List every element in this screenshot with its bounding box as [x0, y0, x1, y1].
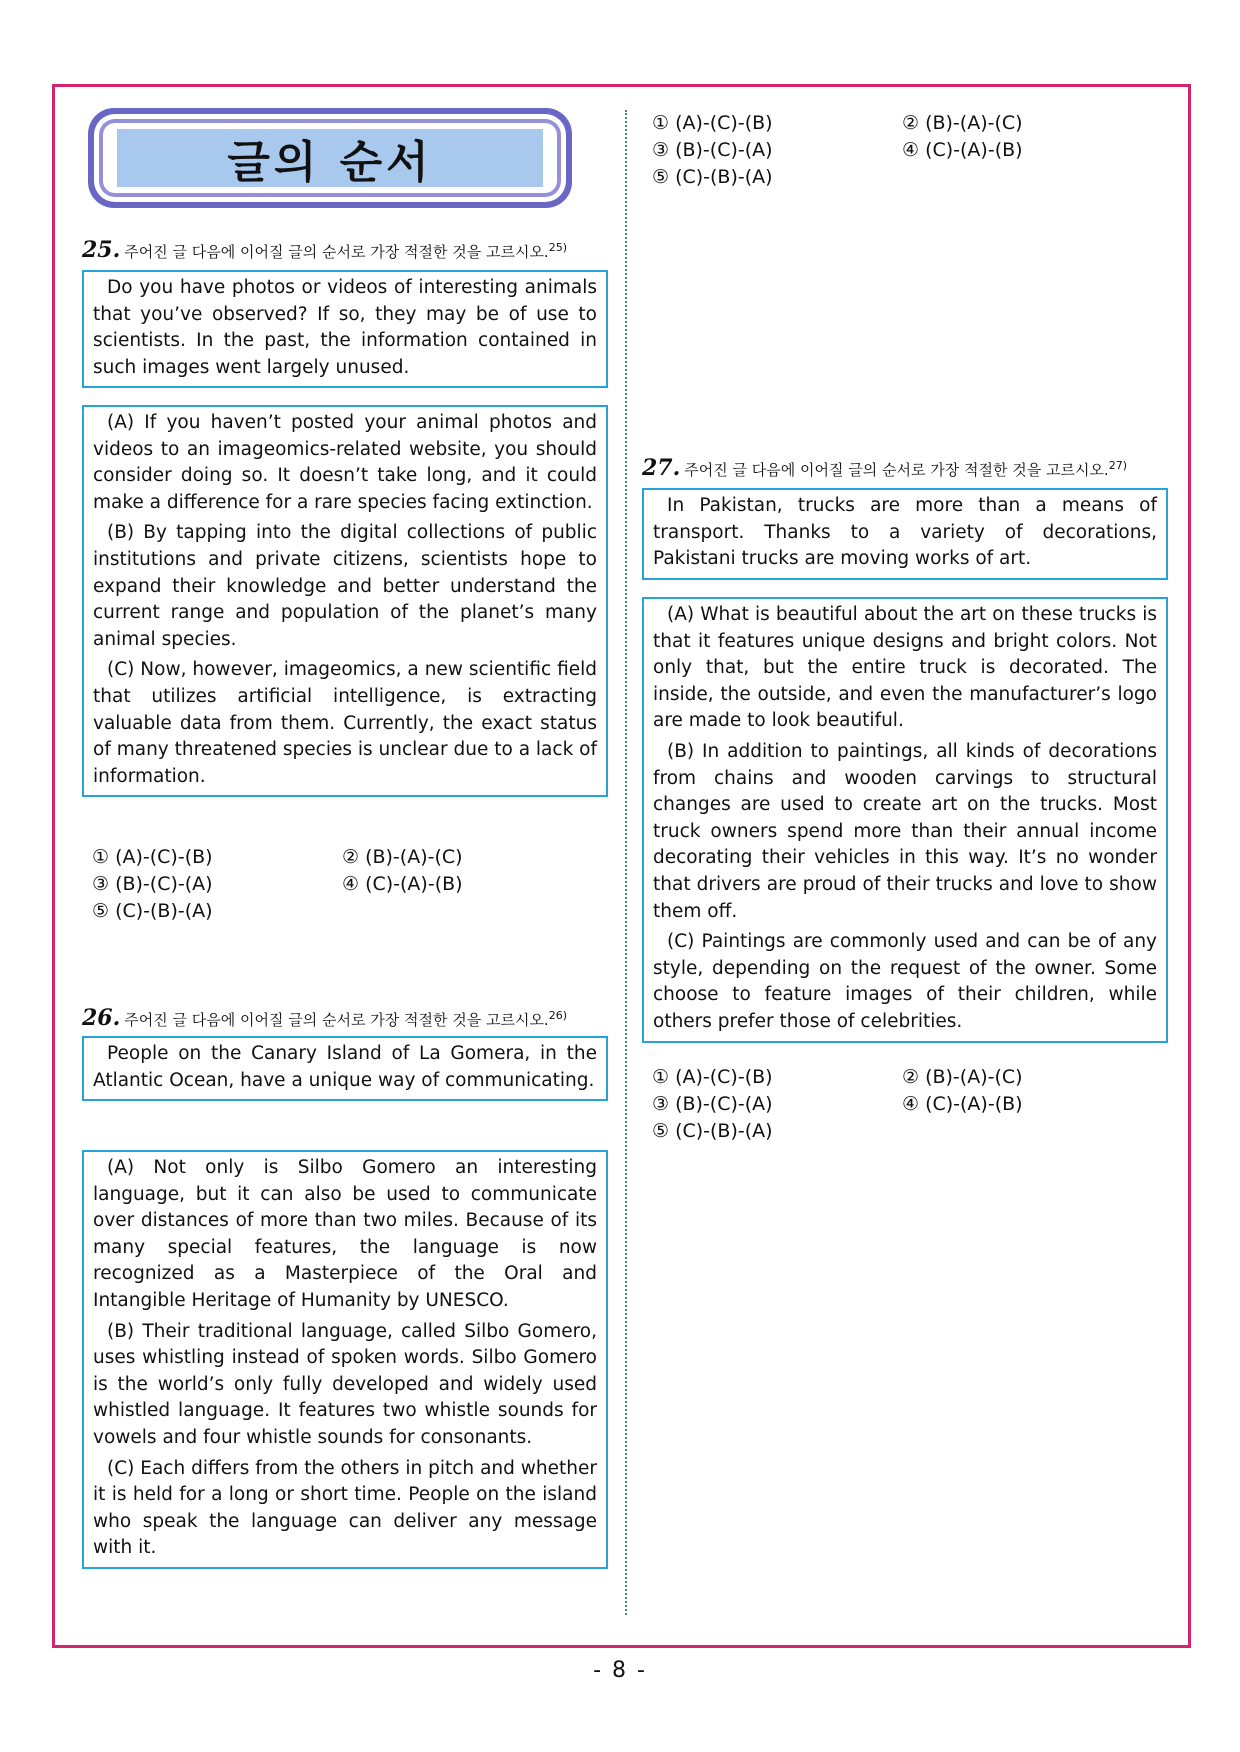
question-instruction: 주어진 글 다음에 이어질 글의 순서로 가장 적절한 것을 고르시오.: [684, 461, 1109, 479]
choice-5[interactable]: ⑤ (C)-(B)-(A): [652, 1120, 773, 1142]
given-passage-box: [82, 270, 608, 388]
paragraph-b: (B) In addition to paintings, all kinds of decorations from chains and wooden carvings to structural changes are used to create art on the trucks. Most truck owners spend more than their annual income decorating their vehicles in this way. It’s no wonder that drivers are proud of their trucks and love to show them off.: [653, 740, 1157, 922]
answer-choices: [82, 844, 618, 925]
page-number: - 8 -: [593, 1658, 647, 1683]
question-number: 26.: [82, 1005, 121, 1031]
choice-3[interactable]: ③ (B)-(C)-(A): [92, 873, 213, 895]
choice-3[interactable]: ③ (B)-(C)-(A): [652, 139, 773, 161]
choice-3[interactable]: ③ (B)-(C)-(A): [652, 1093, 773, 1115]
paragraph-c: (C) Now, however, imageomics, a new scientific field that utilizes artificial intelligence, is extracting valuable data from them. Currently, the exact status of many threatened species is unclear due to a lack of information.: [93, 659, 597, 787]
paragraphs-box: [82, 405, 608, 797]
given-passage: People on the Canary Island of La Gomera, in the Atlantic Ocean, have a unique way of communicating.: [93, 1043, 597, 1091]
given-passage-box: [82, 1036, 608, 1101]
choice-5[interactable]: ⑤ (C)-(B)-(A): [92, 900, 213, 922]
given-passage-box: [642, 488, 1168, 580]
question-number: 27.: [642, 455, 681, 481]
choice-4[interactable]: ④ (C)-(A)-(B): [902, 1093, 1023, 1115]
question-heading: [642, 456, 1168, 480]
paragraph-c: (C) Each differs from the others in pitch and whether it is held for a long or short time. People on the island who speak the language can deliver any message with it.: [93, 1457, 597, 1559]
choice-1[interactable]: ① (A)-(C)-(B): [652, 1066, 773, 1088]
question-number: 25.: [82, 237, 121, 263]
question-instruction: 주어진 글 다음에 이어질 글의 순서로 가장 적절한 것을 고르시오.: [124, 243, 549, 261]
question-heading: [82, 1006, 608, 1030]
given-passage: In Pakistan, trucks are more than a means of transport. Thanks to a variety of decorations, Pakistani trucks are moving works of art.: [653, 495, 1157, 570]
paragraph-a: (A) What is beautiful about the art on these trucks is that it features unique designs and bright colors. Not only that, but the entire truck is decorated. The inside, the outside, and even the manufacturer’s logo are made to look beautiful.: [653, 604, 1157, 732]
footnote-ref: 25): [548, 241, 568, 254]
choice-5[interactable]: ⑤ (C)-(B)-(A): [652, 166, 773, 188]
section-title-banner: [88, 108, 572, 208]
answer-choices: [642, 1064, 1178, 1145]
choice-2[interactable]: ② (B)-(A)-(C): [342, 846, 463, 868]
footnote-ref: 27): [1108, 459, 1128, 472]
question-26: [82, 1006, 608, 1030]
choice-4[interactable]: ④ (C)-(A)-(B): [342, 873, 463, 895]
paragraph-c: (C) Paintings are commonly used and can be of any style, depending on the request of the owner. Some choose to feature images of their children, while others prefer those of celebrities.: [653, 931, 1157, 1032]
given-passage: Do you have photos or videos of interesting animals that you’ve observed? If so, they may be of use to scientists. In the past, the information contained in such images went largely unused.: [93, 277, 597, 378]
paragraph-a: (A) If you haven’t posted your animal photos and videos to an imageomics-related website, you should consider doing so. It doesn’t take long, and it could make a difference for a rare species facing extinction.: [93, 412, 597, 513]
question-27: [642, 456, 1168, 480]
paragraphs-box: [82, 1150, 608, 1569]
question-instruction: 주어진 글 다음에 이어질 글의 순서로 가장 적절한 것을 고르시오.: [124, 1011, 549, 1029]
choice-1[interactable]: ① (A)-(C)-(B): [92, 846, 213, 868]
answer-choices-continued: [642, 110, 1178, 191]
choice-2[interactable]: ② (B)-(A)-(C): [902, 112, 1023, 134]
paragraph-b: (B) By tapping into the digital collections of public institutions and private citizens, scientists hope to expand their knowledge and better understand the current range and population of the planet’s many animal species.: [93, 522, 597, 650]
paragraphs-box: [642, 597, 1168, 1043]
footnote-ref: 26): [548, 1009, 568, 1022]
choice-2[interactable]: ② (B)-(A)-(C): [902, 1066, 1023, 1088]
question-25: [82, 238, 608, 262]
paragraph-b: (B) Their traditional language, called Silbo Gomero, uses whistling instead of spoken words. Silbo Gomero is the world’s only fully developed and widely used whistled language. It features two whistle sounds for vowels and four whistle sounds for consonants.: [93, 1320, 597, 1448]
choice-4[interactable]: ④ (C)-(A)-(B): [902, 139, 1023, 161]
paragraph-a: (A) Not only is Silbo Gomero an interesting language, but it can also be used to communicate over distances of more than two miles. Because of its many special features, the language is now recognized as a Masterpiece of the Oral and Intangible Heritage of Humanity by UNESCO.: [93, 1157, 597, 1311]
question-heading: [82, 238, 608, 262]
section-title: 글의 순서: [117, 129, 543, 187]
column-divider: [625, 110, 627, 1615]
choice-1[interactable]: ① (A)-(C)-(B): [652, 112, 773, 134]
